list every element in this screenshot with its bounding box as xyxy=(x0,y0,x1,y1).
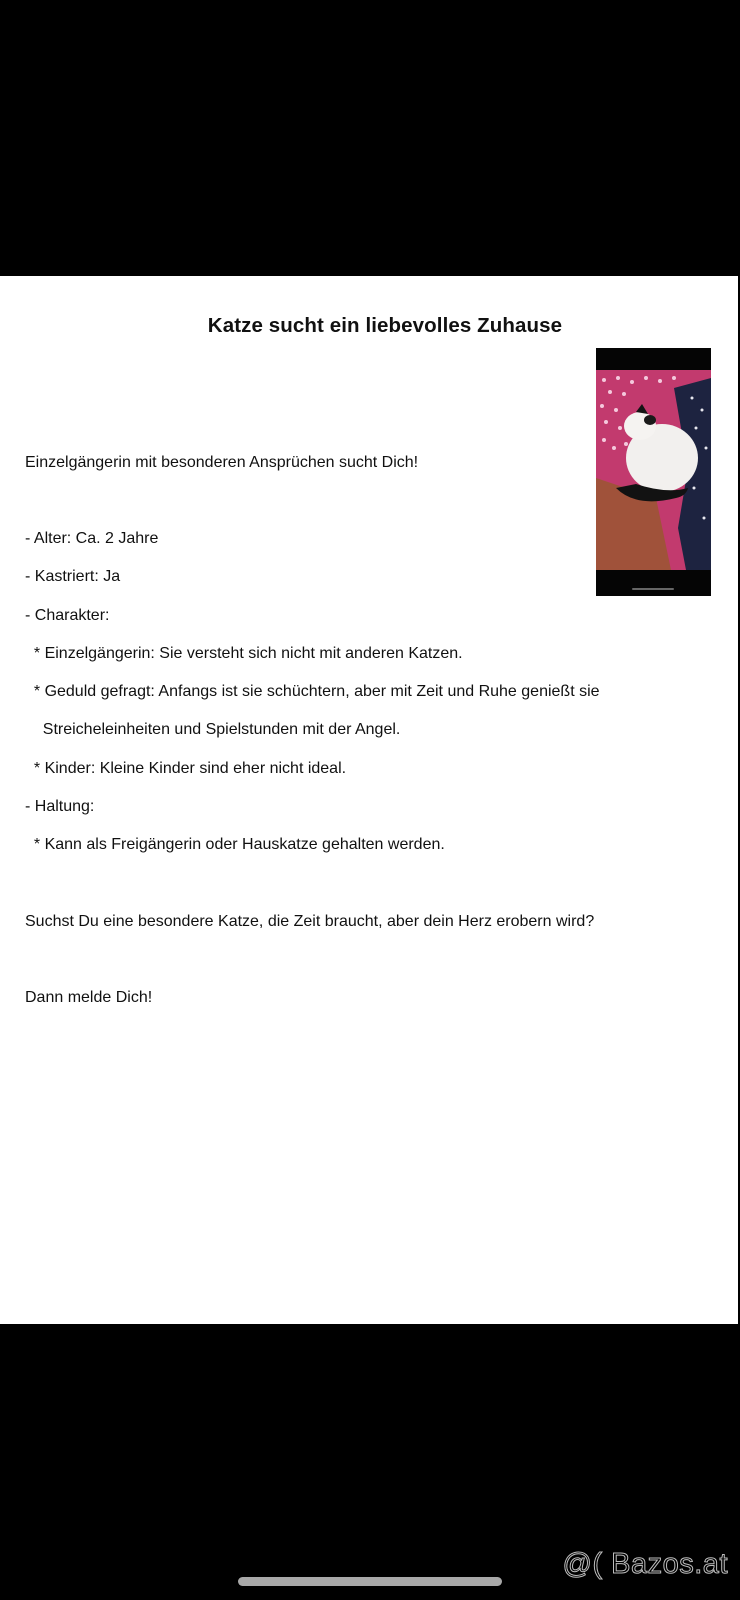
question-line: Suchst Du eine besondere Katze, die Zeit braucht, aber dein Herz erobern wird? xyxy=(25,913,595,930)
cat-photo[interactable] xyxy=(596,348,711,596)
character-heading: - Charakter: xyxy=(25,607,110,624)
character-patience-cont: Streicheleinheiten und Spielstunden mit der Angel. xyxy=(25,721,401,738)
page-title: Katze sucht ein liebevolles Zuhause xyxy=(207,314,563,337)
character-patience: * Geduld gefragt: Anfangs ist sie schüchtern, aber mit Zeit und Ruhe genießt sie xyxy=(25,683,600,700)
keeping-heading: - Haltung: xyxy=(25,798,95,815)
bazos-watermark: @( Bazos.at xyxy=(562,1548,728,1580)
contact-line: Dann melde Dich! xyxy=(25,989,153,1006)
neutered-line: - Kastriert: Ja xyxy=(25,568,121,585)
document-page xyxy=(0,276,738,1324)
home-indicator[interactable] xyxy=(238,1577,502,1586)
keeping-detail: * Kann als Freigängerin oder Hauskatze gehalten werden. xyxy=(25,836,445,853)
intro-line: Einzelgängerin mit besonderen Ansprüchen sucht Dich! xyxy=(25,454,419,471)
age-line: - Alter: Ca. 2 Jahre xyxy=(25,530,159,547)
character-children: * Kinder: Kleine Kinder sind eher nicht ideal. xyxy=(25,760,347,777)
character-loner: * Einzelgängerin: Sie versteht sich nicht mit anderen Katzen. xyxy=(25,645,463,662)
